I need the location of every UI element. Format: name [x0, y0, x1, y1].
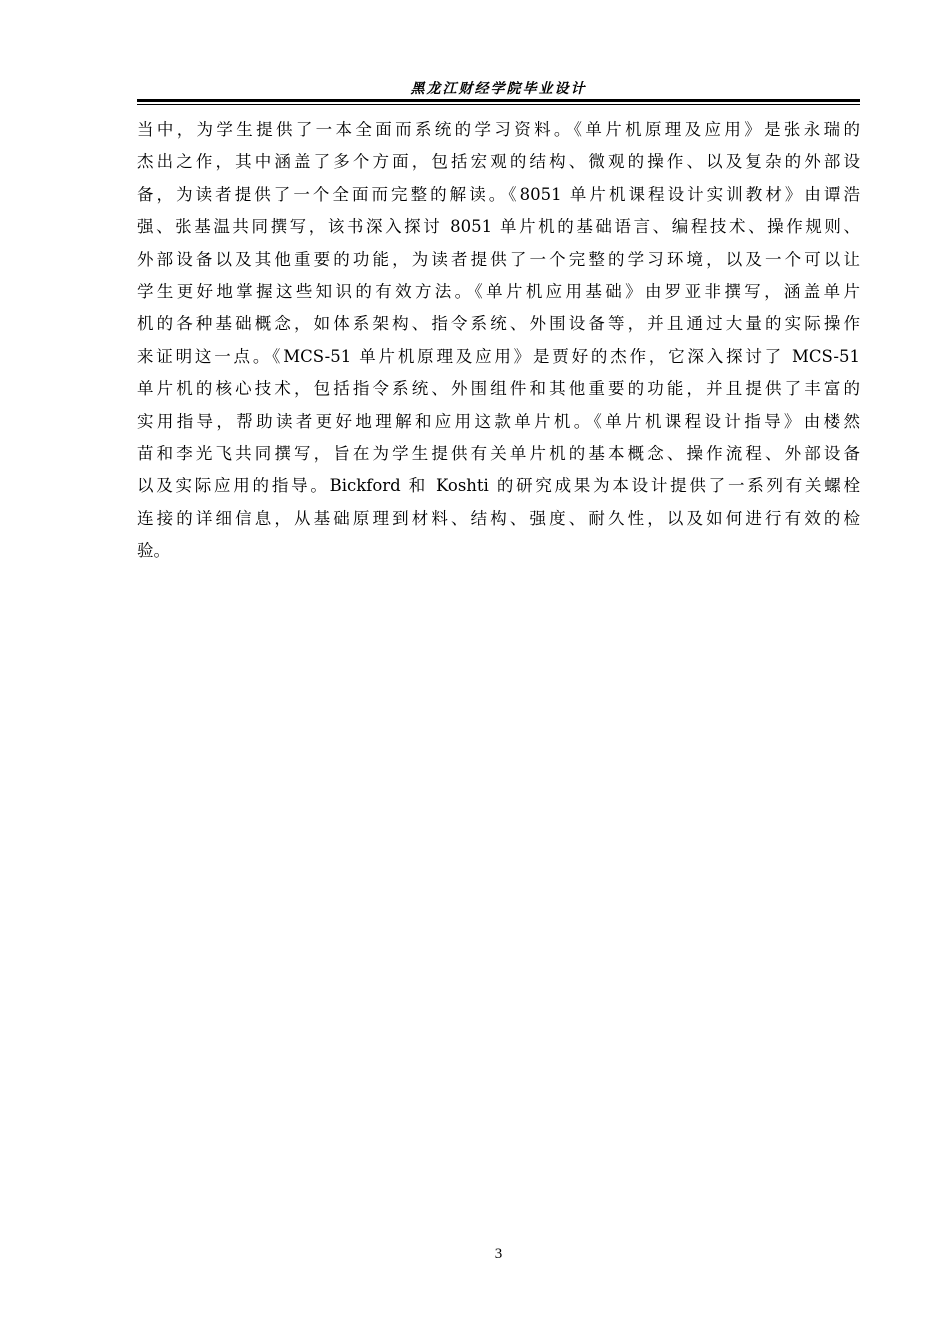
body-line: 当中，为学生提供了一本全面而系统的学习资料。《单片机原理及应用》是张永瑞的: [137, 120, 860, 139]
body-line: 强、张基温共同撰写，该书深入探讨 8051 单片机的基础语言、编程技术、操作规则、: [137, 217, 860, 237]
body-line: 外部设备以及其他重要的功能，为读者提供了一个完整的学习环境，以及一个可以让: [137, 249, 860, 269]
body-line: 来证明这一点。《MCS-51 单片机原理及应用》是贾好的杰作，它深入探讨了 MCS-51: [137, 346, 860, 366]
page-number: 3: [494, 1246, 503, 1262]
body-line: 备，为读者提供了一个全面而完整的解读。《8051 单片机课程设计实训教材》由谭浩: [137, 184, 860, 204]
body-line: 验。: [137, 541, 170, 561]
body-line: 杰出之作，其中涵盖了多个方面，包括宏观的结构、微观的操作、以及复杂的外部设: [137, 152, 860, 172]
body-line: 连接的详细信息，从基础原理到材料、结构、强度、耐久性，以及如何进行有效的检: [137, 508, 860, 528]
body-line: 机的各种基础概念，如体系架构、指令系统、外围设备等，并且通过大量的实际操作: [137, 314, 860, 334]
body-line: 单片机的核心技术，包括指令系统、外围组件和其他重要的功能，并且提供了丰富的: [137, 379, 860, 399]
body-line: 苗和李光飞共同撰写，旨在为学生提供有关单片机的基本概念、操作流程、外部设备: [137, 443, 860, 463]
body-line: 以及实际应用的指导。Bickford 和 Koshti 的研究成果为本设计提供了一系列有关螺栓: [137, 476, 860, 496]
body-line: 实用指导，帮助读者更好地理解和应用这款单片机。《单片机课程设计指导》由楼然: [137, 411, 860, 431]
header-rule-thin: [137, 104, 860, 105]
header-rule-thick: [137, 99, 860, 102]
body-paragraph: [137, 114, 860, 567]
body-line: 学生更好地掌握这些知识的有效方法。《单片机应用基础》由罗亚非撰写，涵盖单片: [137, 281, 860, 301]
running-header: 黑龙江财经学院毕业设计: [410, 81, 587, 97]
